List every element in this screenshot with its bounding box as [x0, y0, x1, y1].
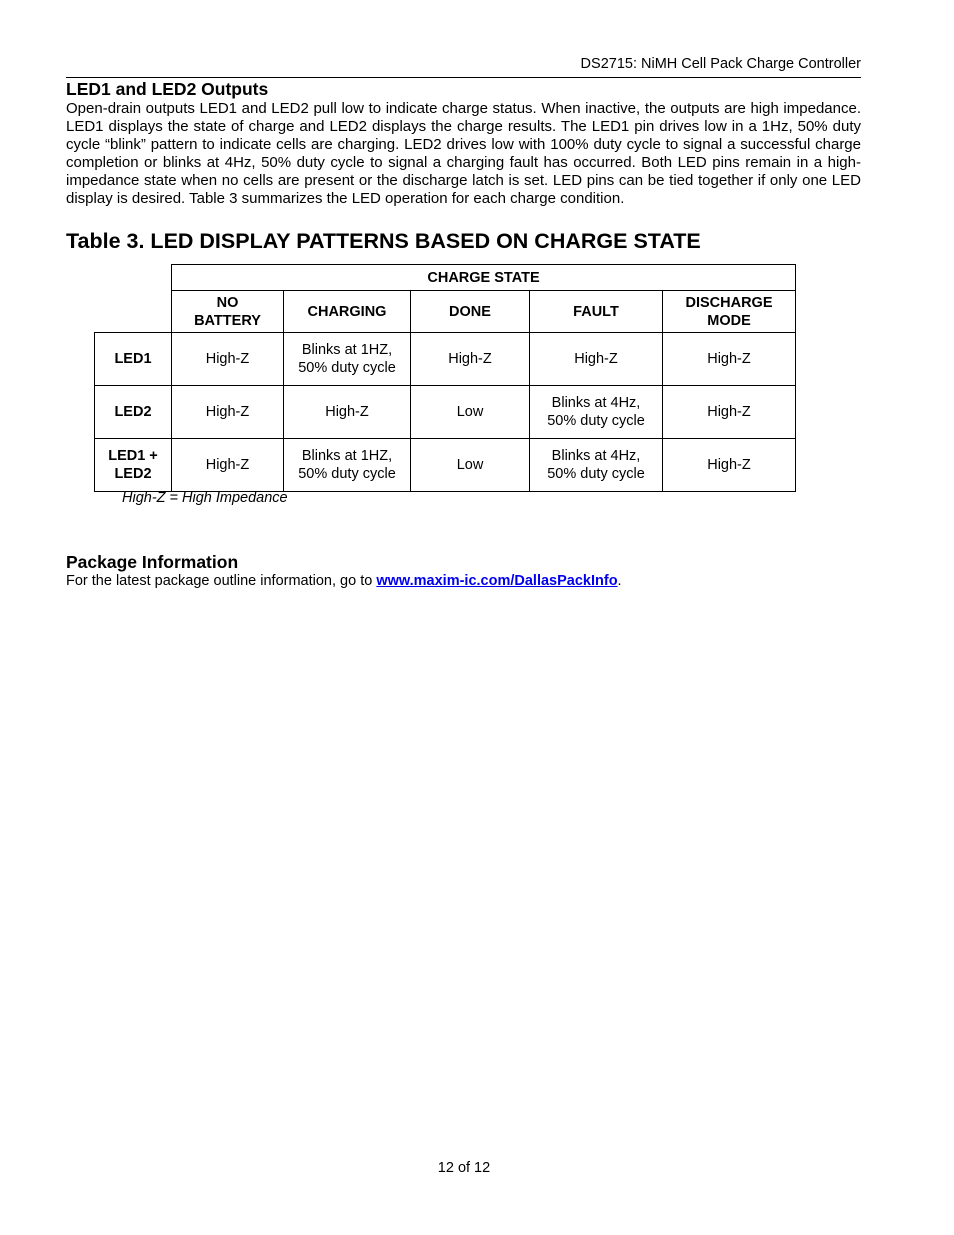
table-cell	[172, 386, 284, 439]
table-cell	[530, 439, 663, 492]
table-cell	[411, 386, 530, 439]
table-cell	[663, 333, 796, 386]
row-label-line: LED1	[114, 351, 152, 367]
table-cell-line: High-Z	[205, 404, 250, 420]
table-cell	[172, 439, 284, 492]
package-info-link[interactable]: www.maxim-ic.com/DallasPackInfo	[376, 573, 618, 589]
column-header-line: MODE	[707, 312, 751, 329]
table-cell	[284, 333, 411, 386]
charge-state-header: CHARGE STATE	[172, 265, 796, 291]
table-cell-line: High-Z	[707, 457, 751, 473]
table-cell	[284, 439, 411, 492]
table-cell	[411, 333, 530, 386]
table-cell	[530, 333, 663, 386]
table-cell-line: Blinks at 4Hz,	[551, 395, 641, 411]
table-cell-line: High-Z	[325, 404, 369, 420]
document-header: DS2715: NiMH Cell Pack Charge Controller	[580, 56, 861, 72]
table-cell	[663, 439, 796, 492]
table-cell-line: 50% duty cycle	[298, 360, 396, 376]
row-label-line: LED1 +	[108, 448, 158, 464]
column-header-line: FAULT	[573, 303, 619, 320]
column-header-charging	[284, 291, 411, 333]
table-cell-line: Blinks at 1HZ,	[301, 448, 393, 464]
package-info-text: For the latest package outline information, go to	[66, 573, 377, 589]
table-cell-line: High-Z	[205, 351, 250, 367]
table-cell-line: 50% duty cycle	[547, 466, 645, 482]
page-number: 12 of 12	[437, 1160, 491, 1176]
led-outputs-heading: LED1 and LED2 Outputs	[66, 79, 269, 99]
table-title: Table 3. LED DISPLAY PATTERNS BASED ON CHARGE STATE	[66, 229, 701, 253]
table-cell	[530, 386, 663, 439]
column-header-line: CHARGING	[307, 303, 387, 320]
table-cell-line: High-Z	[707, 404, 751, 420]
table-cell-line: Low	[456, 457, 484, 473]
row-label-line: LED2	[114, 466, 152, 482]
column-header-done	[411, 291, 530, 333]
table-corner-lower	[95, 291, 172, 333]
table-cell-line: High-Z	[448, 351, 492, 367]
table-cell-line: Low	[456, 404, 484, 420]
row-label	[95, 386, 172, 439]
table-cell-line: Blinks at 4Hz,	[551, 448, 641, 464]
table-note: High-Z = High Impedance	[122, 490, 288, 506]
column-header-line: DONE	[449, 303, 491, 320]
table-cell	[284, 386, 411, 439]
led-outputs-paragraph: Open-drain outputs LED1 and LED2 pull low to indicate charge status. When inactive, the outputs are high impedance. LED1 displays the state of charge and LED2 displays the charge results. The LED1 pin drives low in a 1Hz, 50% duty cycle “blink” pattern to indicate cells are charging. LED2 drives low with 100% duty cycle to signal a successful charge completion or blinks at 4Hz, 50% duty cycle to signal a charging fault has occurred. Both LED pins remain in a high-impedance state when no cells are present or the discharge latch is set. LED pins can be tied together if only one LED display is desired. Table 3 summarizes the LED operation for each charge condition.	[66, 100, 861, 207]
table-row-led2	[95, 386, 796, 439]
table-cell-line: 50% duty cycle	[298, 466, 396, 482]
package-info-period: .	[617, 573, 622, 589]
row-label	[95, 333, 172, 386]
table-cell-line: High-Z	[707, 351, 751, 367]
table-row-led1-plus-led2	[95, 439, 796, 492]
table-cell-line: High-Z	[205, 457, 250, 473]
column-header-line: BATTERY	[194, 312, 261, 329]
table-cell	[663, 386, 796, 439]
header-rule	[66, 77, 861, 78]
column-header-discharge-mode	[663, 291, 796, 333]
led-display-table	[94, 264, 796, 492]
column-header-line: NO	[216, 294, 239, 311]
table-cell-line: Blinks at 1HZ,	[301, 342, 393, 358]
column-header-fault	[530, 291, 663, 333]
table-corner	[95, 265, 172, 291]
table-cell-line: 50% duty cycle	[547, 413, 645, 429]
table-cell	[411, 439, 530, 492]
package-info-paragraph	[66, 572, 861, 590]
row-label-line: LED2	[114, 404, 152, 420]
row-label	[95, 439, 172, 492]
table-cell-line: High-Z	[574, 351, 618, 367]
column-header-no-battery	[172, 291, 284, 333]
table-row-led1	[95, 333, 796, 386]
package-info-heading: Package Information	[66, 552, 239, 572]
column-header-line: DISCHARGE	[685, 294, 773, 311]
table-cell	[172, 333, 284, 386]
